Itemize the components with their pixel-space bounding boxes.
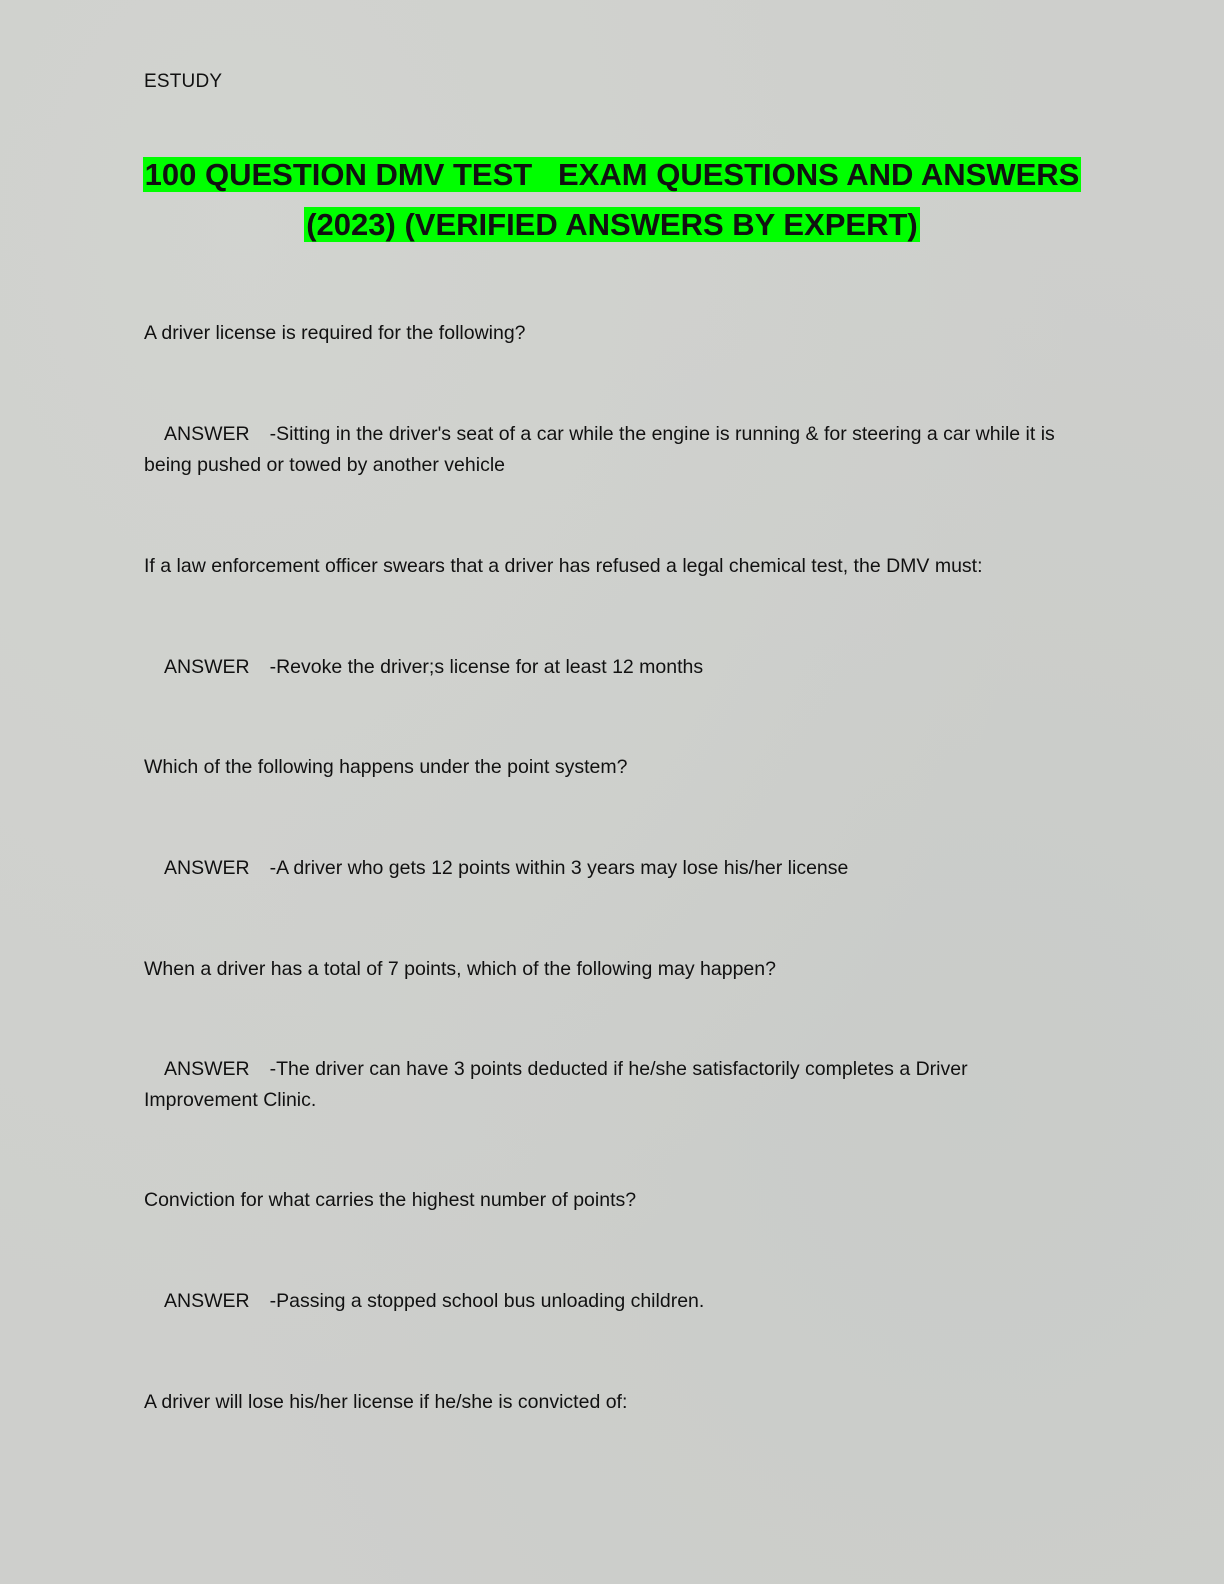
answer-text: -Passing a stopped school bus unloading children. (269, 1290, 705, 1312)
title-highlight-2: (2023) (VERIFIED ANSWERS BY EXPERT) (306, 207, 918, 242)
answer-text: -Revoke the driver;s license for at least 12 months (269, 656, 704, 678)
answer-2 (144, 652, 1074, 683)
answer-text: -Sitting in the driver's seat of a car while the engine is running & for steering a car while it is being pushed or towed by another vehicle (144, 423, 1055, 476)
answer-label: ANSWER (164, 1058, 250, 1080)
answer-1 (144, 419, 1074, 481)
answer-label: ANSWER (164, 423, 250, 445)
answer-label: ANSWER (164, 857, 250, 879)
title-line-2 (100, 200, 1124, 250)
question-6: A driver will lose his/her license if he/she is convicted of: (144, 1391, 628, 1413)
header-label: ESTUDY (144, 71, 223, 92)
answer-3 (144, 853, 1074, 884)
answer-label: ANSWER (164, 656, 250, 678)
question-2: If a law enforcement officer swears that a driver has refused a legal chemical test, the DMV must: (144, 555, 983, 577)
answer-label: ANSWER (164, 1290, 250, 1312)
answer-5 (144, 1286, 1074, 1317)
answer-text: -A driver who gets 12 points within 3 years may lose his/her license (269, 857, 849, 879)
answer-4 (144, 1054, 1074, 1116)
question-3: Which of the following happens under the point system? (144, 756, 628, 778)
title-line-1 (100, 150, 1124, 200)
question-5: Conviction for what carries the highest number of points? (144, 1189, 637, 1211)
answer-text: -The driver can have 3 points deducted if he/she satisfactorily completes a Driver Improvement Clinic. (144, 1058, 968, 1111)
title-highlight-1: 100 QUESTION DMV TEST EXAM QUESTIONS AND ANSWERS (144, 157, 1080, 192)
question-1: A driver license is required for the following? (144, 322, 526, 344)
question-4: When a driver has a total of 7 points, which of the following may happen? (144, 958, 776, 980)
